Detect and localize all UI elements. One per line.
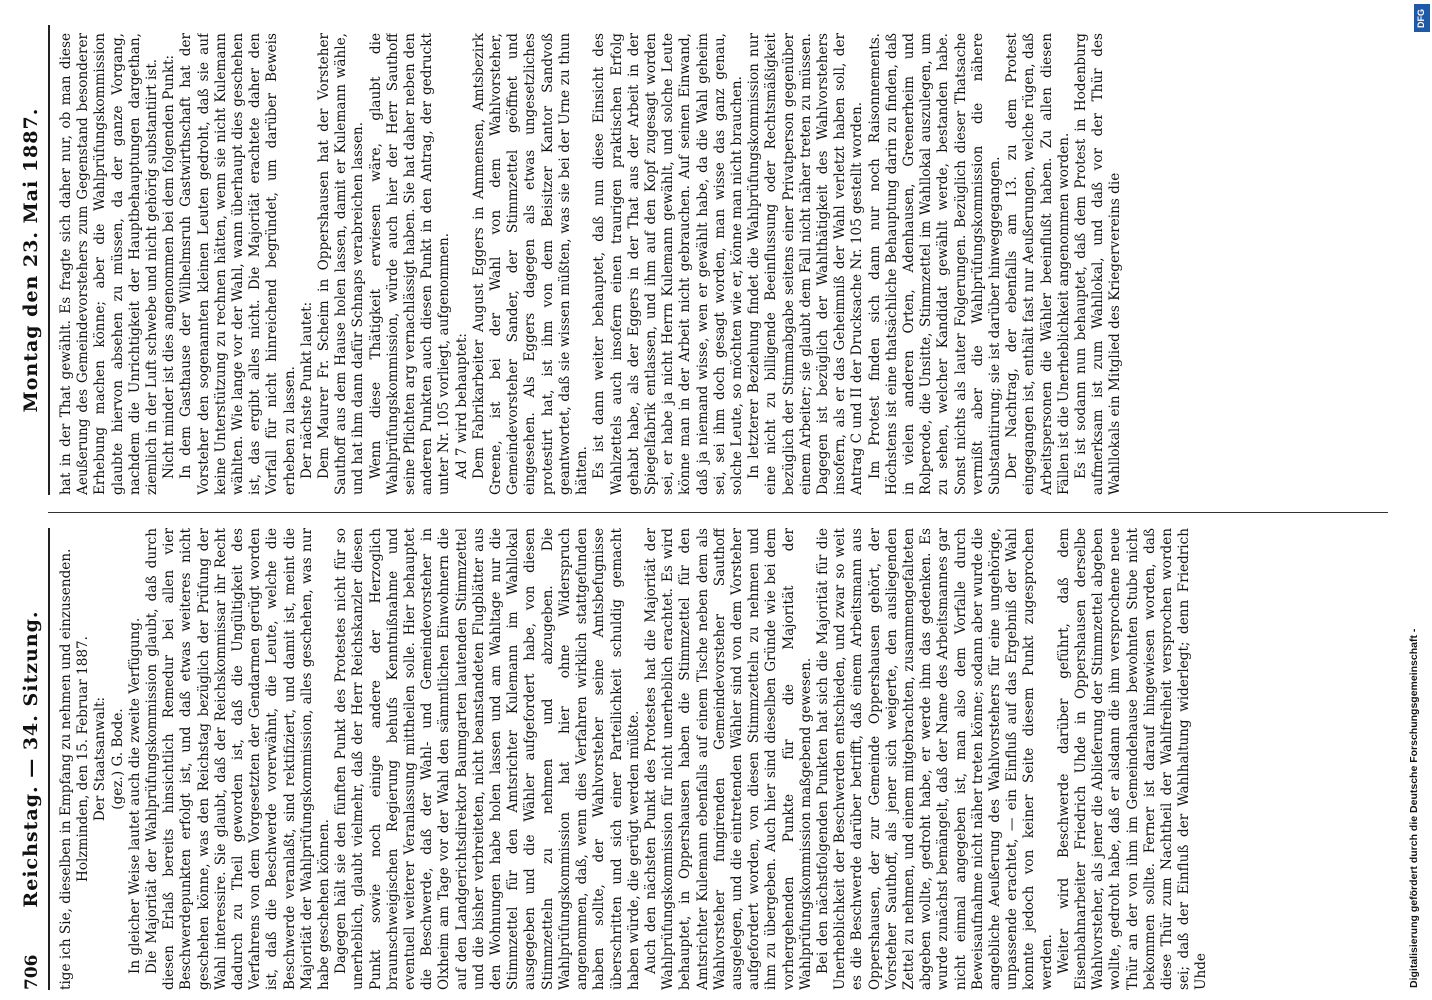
- paragraph: tige ich Sie, dieselben in Empfang zu nehmen und einzusenden.: [58, 548, 74, 990]
- paragraph: hat in der That gewählt. Es fragte sich daher nur, ob man diese Aeußerung des Gemeindevorstehers zum Gegenstand besonderer Erhebung machen könne; aber die Wahlprüfungskommission glaubte hiervon absehen zu müssen, da der ganze Vorgang, nachdem die Unrichtigkeit der Hauptbehauptungen dargethan, ziemlich in der Luft schwebe und nicht gehörig substantiirt ist.: [58, 33, 161, 495]
- left-text-column: [58, 528, 1378, 990]
- paragraph: Dem Maurer Fr. Scheim in Oppershausen hat der Vorsteher Sauthoff aus dem Hause holen lassen, damit er Kulemann wähle, und hat ihm dann dafür Schnaps verabreichen lassen.: [316, 33, 367, 495]
- paragraph: Weiter wird Beschwerde darüber geführt, daß dem Eisenbahnarbeiter Friedrich Uhde in Oppershausen derselbe Wahlvorsteher, als jener die Ablieferung der Stimmzettel abgeben wollte, gedroht habe, daß er alsdann die ihm versprochene neue Thür an der von ihm im Gemeindehause bewohnten Stube nicht bekommen sollte. Ferner ist darauf hingewiesen worden, daß diese Thür zum Nachtheil der Wahlfreiheit versprochen worden sei; daß der Einfluß der Wahlhaltung widerlegt; denn Friedrich Uhde: [1055, 528, 1210, 990]
- paragraph: Dem Fabrikarbeiter August Eggers in Ammensen, Amtsbezirk Greene, ist bei der Wahl von dem Wahlvorsteher, Gemeindevorsteher Sander, der Stimmzettel geöffnet und eingesehen. Als Eggers dagegen als etwas ungesetzliches protestirt hat, ist ihm von dem Beisitzer Kantor Sandvoß geantwortet, daß sie wissen müßten, was sie bei der Urne zu thun hätten.: [470, 33, 591, 495]
- right-text-column: [58, 33, 1378, 495]
- paragraph: Die Majorität der Wahlprüfungskommission glaubt, daß durch diesen Erlaß bereits hinsichtlich Remedur bei allen vier Beschwerdepunkten erfolgt ist, und daß etwas weiteres nicht geschehen könne, was den Reichstag bezüglich der Prüfung der Wahl interessire. Sie glaubt, daß der Reichskommissar ihr Recht dadurch zu Theil geworden ist, daß die Ungültigkeit des Verfahrens von dem Vorgesetzten der Gendarmen gerügt worden ist, daß die Beschwerde vorerwähnt, die Leute, welche die Beschwerde veranlaßt, sind rektifiziert, und damit ist, meint die Majorität der Wahlprüfungskommission, alles geschehen, was nur habe geschehen können.: [144, 528, 333, 990]
- paragraph: Wenn diese Thätigkeit erwiesen wäre, glaubt die Wahlprüfungskommission, würde auch hier der Herr Sauthoff seine Pflichten arg vernachlässigt haben. Sie hat daher neben den anderen Punkten auch diesen Punkt in den Antrag, der gedruckt unter Nr. 105 vorliegt, aufgenommen.: [367, 33, 453, 495]
- paragraph: Im Protest finden sich dann nur noch Raisonnements. Höchstens ist eine thatsächliche Behauptung darin zu finden, daß in vielen anderen Orten, Adenhausen, Greenerheim und Rolperode, die Unsitte, Stimmzettel im Wahllokal auszulegen, um zu sehen, welcher Kandidat gewählt werde, bestanden habe. Sonst nichts als lauter Folgerungen. Bezüglich dieser Thatsache vermißt aber die Wahlprüfungskommission die nähere Substantiirung; sie ist darüber hinweggegangen.: [866, 33, 1003, 495]
- signature-title: Der Staatsanwalt:: [92, 696, 109, 822]
- paragraph: Es ist sodann nun behauptet, daß dem Protest in Hodenburg aufmerksam ist zum Wahllokal, und daß vor der Thür des Wahllokals ein Mitglied des Kriegervereins die: [1072, 33, 1124, 495]
- signature-name: (gez.) G. Bode.: [109, 708, 126, 810]
- dfg-logo-text: DFG: [1416, 9, 1426, 28]
- paragraph: Es ist dann weiter behauptet, daß nun diese Einsicht des Wahlzettels auch insofern einen traurigen praktischen Erfolg gehabt habe, als der Eggers in der That aus der Arbeit in der Spiegelfabrik entlassen, und ihm auf den Kopf zugesagt worden sei, er habe ja nicht Herrn Kulemann gewählt, und solche Leute könne man in der Arbeit nicht gebrauchen. Auf seinen Einwand, daß ja niemand wisse, wen er gewählt habe, da die Wahl geheim sei, sei ihm doch gesagt worden, man wisse das ganz genau, solche Leute, so möchten wie er, könne man nicht brauchen.: [591, 33, 745, 495]
- paragraph: Ad 7 wird behauptet:: [453, 333, 470, 479]
- paragraph: Der Nachtrag, der ebenfalls am 13. zu dem Protest eingegangen ist, enthält fast nur Aeußerungen, welche rügen, daß Arbeitspersonen die Wähler beeinflußt haben. Zu allen diesen Fällen ist die Unerheblichkeit angenommen worden.: [1004, 33, 1072, 495]
- column-divider: [48, 512, 1388, 513]
- paragraph: Nicht minder ist dies angenommen bei dem folgenden Punkt:: [161, 54, 178, 479]
- dfg-logo: [1414, 4, 1430, 32]
- paragraph: Dagegen hält sie den fünften Punkt des Protestes nicht für so unerheblich, glaubt vielmehr, daß der Herr Reichskanzler diesen Punkt sowie noch einige andere der Herzoglich braunschweigischen Regierung behufs Kenntnißnahme und eventuell weiterer Veranlassung mittheilen solle. Hier behauptet die Beschwerde, daß der Wahl- und Gemeindevorsteher in Olxheim am Tage vor der Wahl den sämmtlichen Einwohnern die auf den Landgerichtsdirektor Baumgarten lautenden Stimmzettel und die bisher verbreiteten, nicht beanstandeten Flugblätter aus den Wohnungen habe holen lassen und am Wahltage nur die Stimmzettel für den Amtsrichter Kulemann im Wahllokal ausgegeben und die Wähler aufgefordert habe, von diesen Stimmzetteln zu nehmen und abzugeben. Die Wahlprüfungskommission hat hier ohne Widerspruch angenommen, daß, wenn dies Verfahren wirklich stattgefunden haben sollte, der Wahlvorsteher seine Amtsbefugnisse überschritten und sich einer Parteilichkeit schuldig gemacht haben würde, die gerügt werden müßte.: [333, 528, 642, 990]
- paragraph: Der nächste Punkt lautet:: [298, 301, 315, 479]
- header-rule-left: [48, 528, 50, 990]
- paragraph: In dem Gasthause der Wilhelmsruh Gastwirthschaft hat der Vorsteher den sogenannten kleinen Leuten gedroht, daß sie auf keine Unterstützung zu rechnen hätten, wenn sie nicht Kulemann wählten. Wie lange vor der Wahl, wann überhaupt dies geschehen ist, das ergibt alles nicht. Die Majorität erachtete daher den Vorfall für nicht hinreichend begründet, um darüber Beweis erheben zu lassen.: [178, 33, 298, 495]
- dateline: Holzminden, den 15. Februar 1887.: [75, 636, 92, 882]
- paragraph: In gleicher Weise lautet auch die zweite Verfügung.: [126, 617, 143, 974]
- paragraph: Bei den nächstfolgenden Punkten hat sich die Majorität für die Unerheblichkeit der Beschwerden entschieden, und zwar so weit es die Beschwerde darüber betrifft, daß einem Arbeitsmann aus Oppershausen, der zur Gemeinde Oppershausen gehört, der Vorsteher Sauthoff, als jener sich weigerte, den ausliegenden Zettel zu nehmen, und einem mitgebrachten, zusammengefalteten abgeben wollte, gedroht habe, er werde ihm das gedenken. Es wurde zunächst bemängelt, daß der Name des Arbeitsmannes gar nicht einmal angegeben ist, man also dem Vorfalle durch Beweisaufnahme nicht näher treten könne; sodann aber wurde die angebliche Aeußerung des Wahlvorstehers für eine ungehörige, unpassende erachtet, — ein Einfluß auf das Ergebniß der Wahl konnte jedoch von keiner Seite diesem Punkt zugesprochen werden.: [814, 528, 1055, 990]
- digitization-note: Digitalisierung gefördert durch die Deutsche Forschungsgemeinschaft -: [1408, 628, 1420, 988]
- page-number: 706: [22, 954, 42, 990]
- paragraph: Auch den nächsten Punkt des Protestes hat die Majorität der Wahlprüfungskommission für nicht unerheblich erachtet. Es wird behauptet, in Oppershausen haben die Stimmzettel für den Amtsrichter Kulemann ebenfalls auf einem Tische neben dem als Wahlvorsteher fungirenden Gemeindevorsteher Sauthoff ausgelegen, und die eintretenden Wähler sind von dem Vorsteher aufgefordert worden, von diesen Stimmzetteln zu nehmen und ihm zu übergeben. Auch hier sind dieselben Gründe wie bei dem vorhergehenden Punkte für die Majorität der Wahlprüfungskommission maßgebend gewesen.: [642, 528, 814, 990]
- running-head-left: Reichstag. — 34. Sitzung.: [20, 610, 42, 908]
- paragraph: In letzterer Beziehung findet die Wahlprüfungskommission nur eine nicht zu billigende Beeinflussung oder Rechtsmäßigkeit bezüglich der Stimmabgabe seitens einer Privatperson gegenüber einem Arbeiter; sie glaubt dem Fall nicht näher treten zu müssen. Dagegen ist bezüglich der Wahlthätigkeit des Wahlvorstehers insofern, als er das Geheimniß der Wahl verletzt haben soll, der Antrag C und II der Drucksache Nr. 105 gestellt worden.: [746, 33, 866, 495]
- header-rule-right: [48, 25, 50, 495]
- running-head-right: Montag den 23. Mai 1887.: [20, 107, 42, 413]
